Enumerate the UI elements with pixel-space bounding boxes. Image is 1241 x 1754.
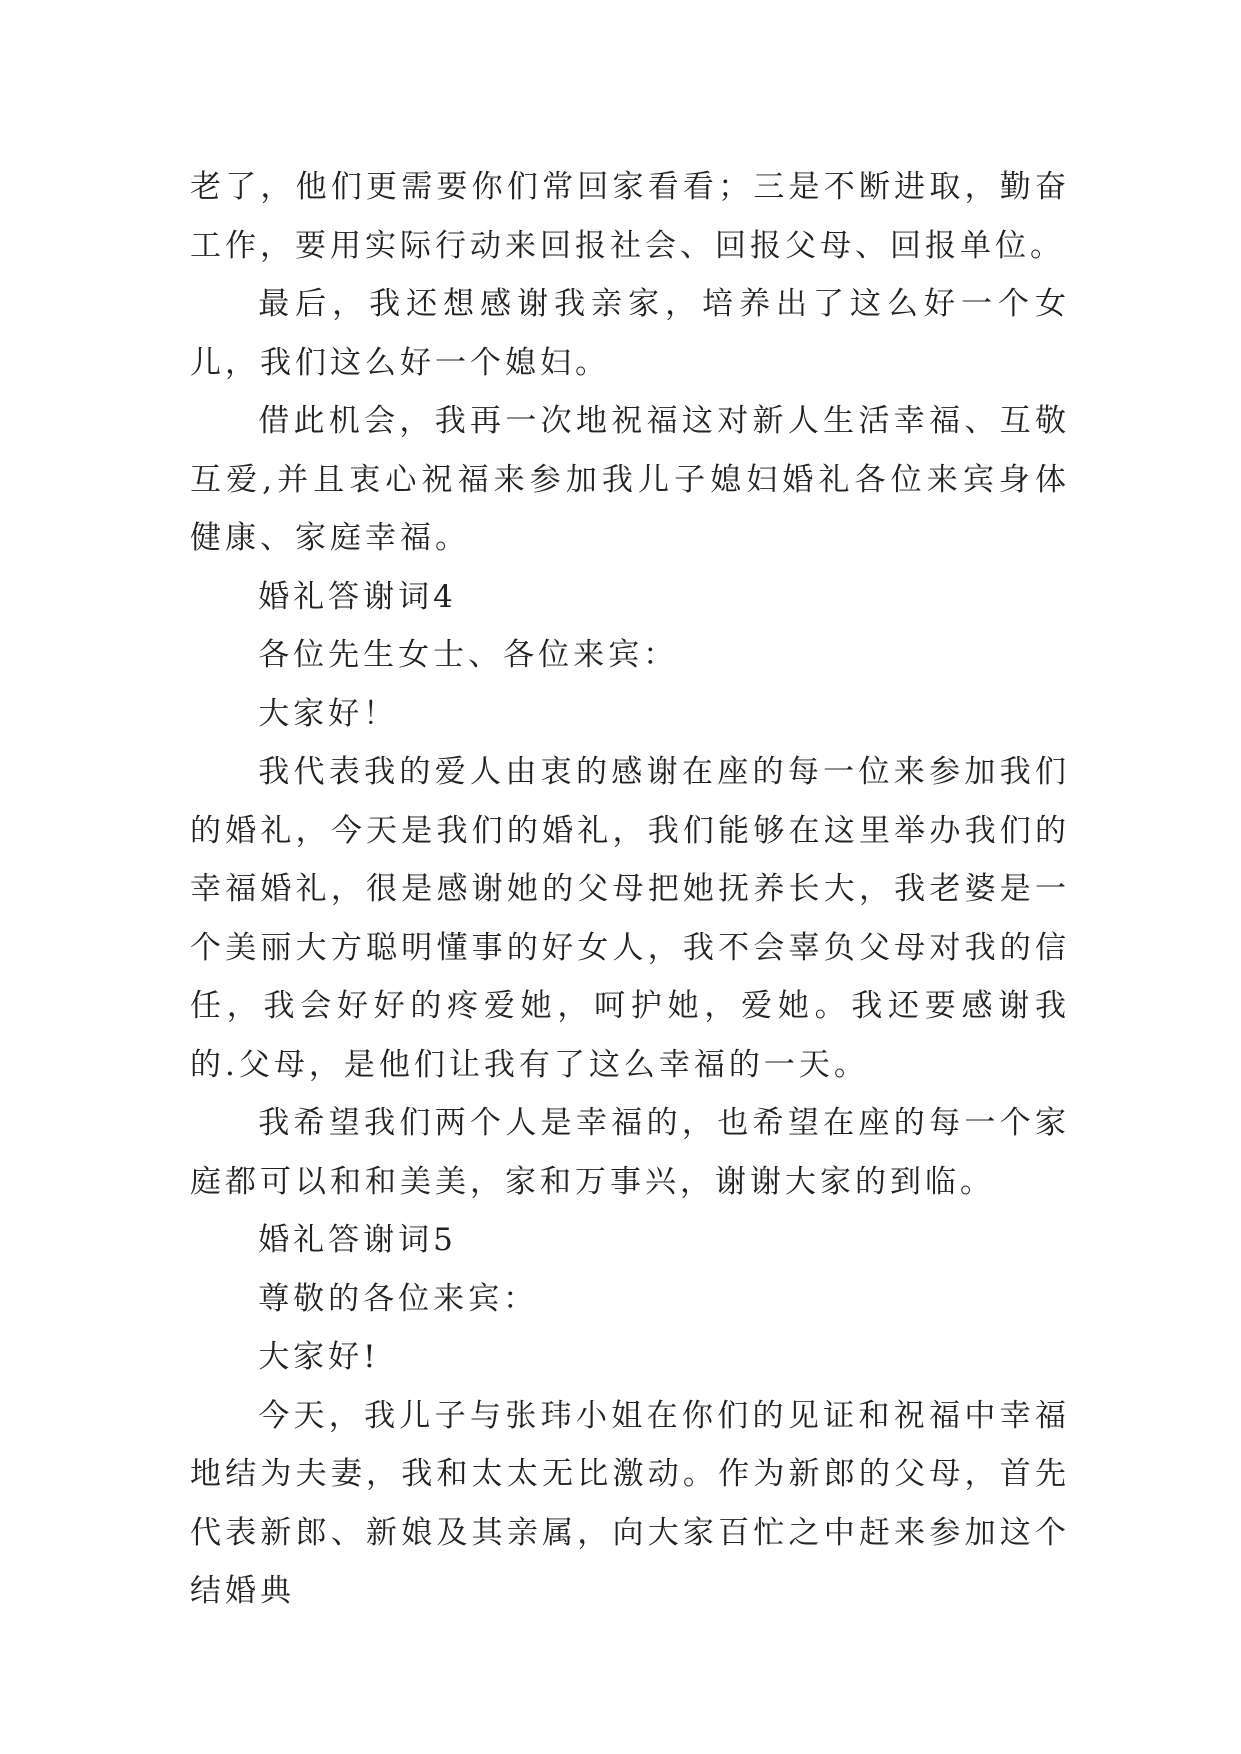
paragraph-parents-speech: 今天，我儿子与张玮小姐在你们的见证和祝福中幸福地结为夫妻，我和太太无比激动。作为新郎的父母，首先代表新郎、新娘及其亲属，向大家百忙之中赶来参加这个结婚典 [190, 1397, 1070, 1609]
paragraph-wish: 我希望我们两个人是幸福的，也希望在座的每一个家庭都可以和和美美，家和万事兴，谢谢大家的到临。 [190, 1105, 1070, 1200]
body-text [190, 158, 1070, 1621]
paragraph-blessing: 借此机会，我再一次地祝福这对新人生活幸福、互敬互爱,并且衷心祝福来参加我儿子媳妇婚礼各位来宾身体健康、家庭幸福。 [190, 403, 1070, 556]
paragraph-groom-thanks: 我代表我的爱人由衷的感谢在座的每一位来参加我们的婚礼，今天是我们的婚礼，我们能够在这里举办我们的幸福婚礼，很是感谢她的父母把她抚养长大，我老婆是一个美丽大方聪明懂事的好女人，我不会辜负父母对我的信任，我会好好的疼爱她，呵护她，爱她。我还要感谢我的.父母，是他们让我有了这么幸福的一天。 [190, 754, 1070, 1083]
section-heading-4: 婚礼答谢词4 [258, 578, 457, 615]
paragraph-continued: 老了，他们更需要你们常回家看看；三是不断进取，勤奋工作，要用实际行动来回报社会、回报父母、回报单位。 [190, 169, 1070, 264]
salutation: 尊敬的各位来宾： [258, 1280, 539, 1317]
salutation: 各位先生女士、各位来宾： [258, 637, 679, 673]
greeting: 大家好！ [258, 695, 399, 732]
greeting: 大家好! [258, 1339, 380, 1375]
paragraph-thanks-in-laws: 最后，我还想感谢我亲家，培养出了这么好一个女儿，我们这么好一个媳妇。 [190, 286, 1070, 381]
section-heading-5: 婚礼答谢词5 [258, 1222, 457, 1258]
